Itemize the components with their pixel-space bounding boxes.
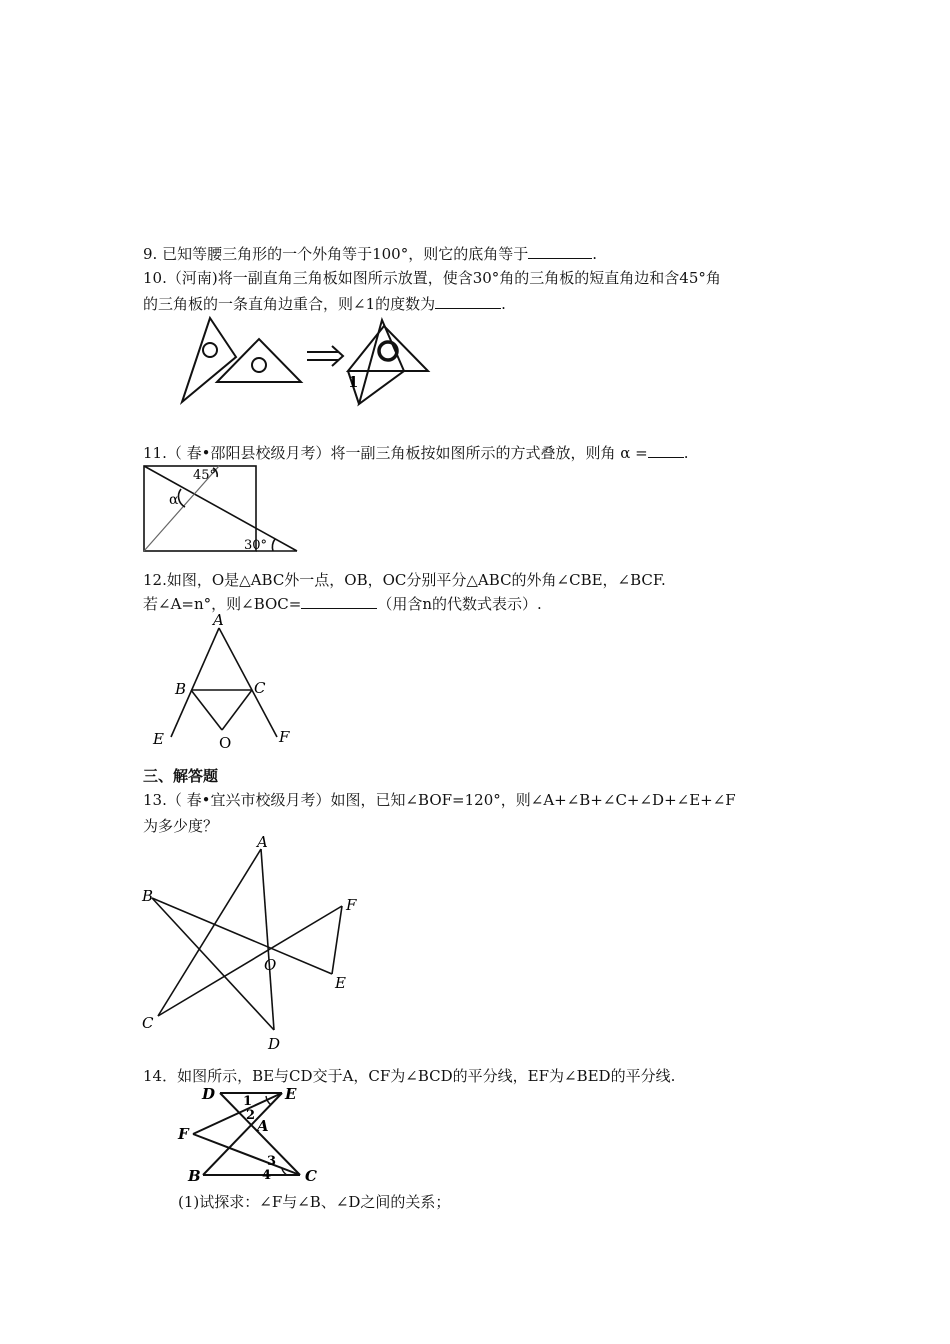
point-label-d: D: [268, 1035, 281, 1053]
point-label-a: A: [257, 1117, 269, 1135]
question-12-line2-start: 若∠A=n°，则∠BOC=: [143, 595, 302, 613]
triangle-hole: [203, 343, 217, 357]
question-11: [143, 443, 689, 463]
question-9: [143, 244, 597, 264]
angle-label-2: 2: [246, 1108, 256, 1123]
point-label-a: A: [213, 612, 224, 629]
question-10-line2: [143, 294, 506, 314]
point-label-c: C: [305, 1167, 317, 1185]
question-12-figure: [145, 612, 305, 752]
angle-label-3: 3: [267, 1154, 277, 1169]
point-label-o: O: [219, 734, 232, 752]
question-12-line1: 12.如图，O是△ABC外一点，OB，OC分别平分△ABC的外角∠CBE，∠BCF.: [143, 571, 666, 589]
section-title: 三、解答题: [143, 767, 219, 785]
answer-blank: [648, 443, 684, 458]
bisector-oc: [222, 690, 252, 730]
question-10-line1: 10.（河南)将一副直角三角板如图所示放置，使含30°角的三角板的短直角边和含45°角: [143, 269, 721, 287]
question-13-line1: 13.（ 春•宜兴市校级月考）如图，已知∠BOF=120°，则∠A+∠B+∠C+∠D+∠E+∠F: [143, 791, 736, 809]
point-label-f: F: [279, 728, 290, 746]
angle-label-alpha: α: [169, 492, 179, 508]
triangle-30-left: [182, 318, 236, 402]
point-label-b: B: [142, 887, 154, 905]
question-13-figure: [138, 834, 373, 1056]
point-label-b: B: [188, 1167, 201, 1185]
triangle-30-combined: [359, 320, 404, 404]
question-11-figure: [143, 465, 303, 555]
answer-blank: [528, 244, 592, 259]
question-14-sub1: (1)试探求：∠F与∠B、∠D之间的关系；: [178, 1193, 451, 1211]
line-ad: [261, 849, 277, 1030]
angle-label-4: 4: [262, 1168, 272, 1183]
line-fe: [332, 906, 342, 974]
angle-label-1: 1: [243, 1094, 253, 1109]
point-label-e: E: [285, 1085, 297, 1103]
angle-label-45: 45°: [193, 468, 217, 483]
line-cf: [158, 906, 342, 1016]
question-12-line2: [143, 594, 542, 614]
hypotenuse-30: [144, 466, 297, 551]
point-label-e: E: [335, 974, 346, 992]
answer-blank: [435, 294, 501, 309]
question-11-tail: .: [683, 444, 689, 462]
triangle-hole: [252, 358, 266, 372]
question-9-text: 9. 已知等腰三角形的一个外角等于100°，则它的底角等于: [143, 245, 529, 263]
question-14-figure: [175, 1083, 325, 1188]
question-12-line2-end: （用含n的代数式表示）.: [377, 595, 542, 613]
question-10-figure: [170, 312, 450, 412]
point-label-f: F: [346, 896, 357, 914]
question-10-tail: .: [501, 295, 506, 313]
point-label-b: B: [175, 680, 187, 698]
point-label-f: F: [178, 1125, 189, 1143]
point-label-e: E: [153, 730, 164, 748]
angle-label-1: 1: [348, 373, 359, 391]
question-11-text: 11.（ 春•邵阳县校级月考）将一副三角板按如图所示的方式叠放，则角 α =: [143, 444, 648, 462]
angle-label-30: 30°: [244, 538, 268, 553]
line-ac: [158, 849, 261, 1016]
point-label-d: D: [202, 1085, 216, 1103]
line-bd: [152, 898, 277, 1030]
side-ac-extended: [219, 628, 277, 737]
point-label-c: C: [254, 679, 266, 697]
question-9-tail: .: [592, 245, 597, 263]
answer-blank: [301, 594, 377, 609]
question-10-line2-text: 的三角板的一条直角边重合，则∠1的度数为: [143, 295, 436, 313]
bisector-ob: [191, 690, 222, 730]
point-label-c: C: [142, 1014, 154, 1032]
question-13-line2: 为多少度？: [143, 817, 219, 835]
point-label-a: A: [257, 834, 268, 851]
triangle-45-left: [217, 339, 301, 382]
line-be: [152, 898, 332, 974]
question-14-line1: 14．如图所示，BE与CD交于A，CF为∠BCD的平分线，EF为∠BED的平分线.: [143, 1067, 676, 1085]
point-label-o: O: [264, 956, 277, 974]
